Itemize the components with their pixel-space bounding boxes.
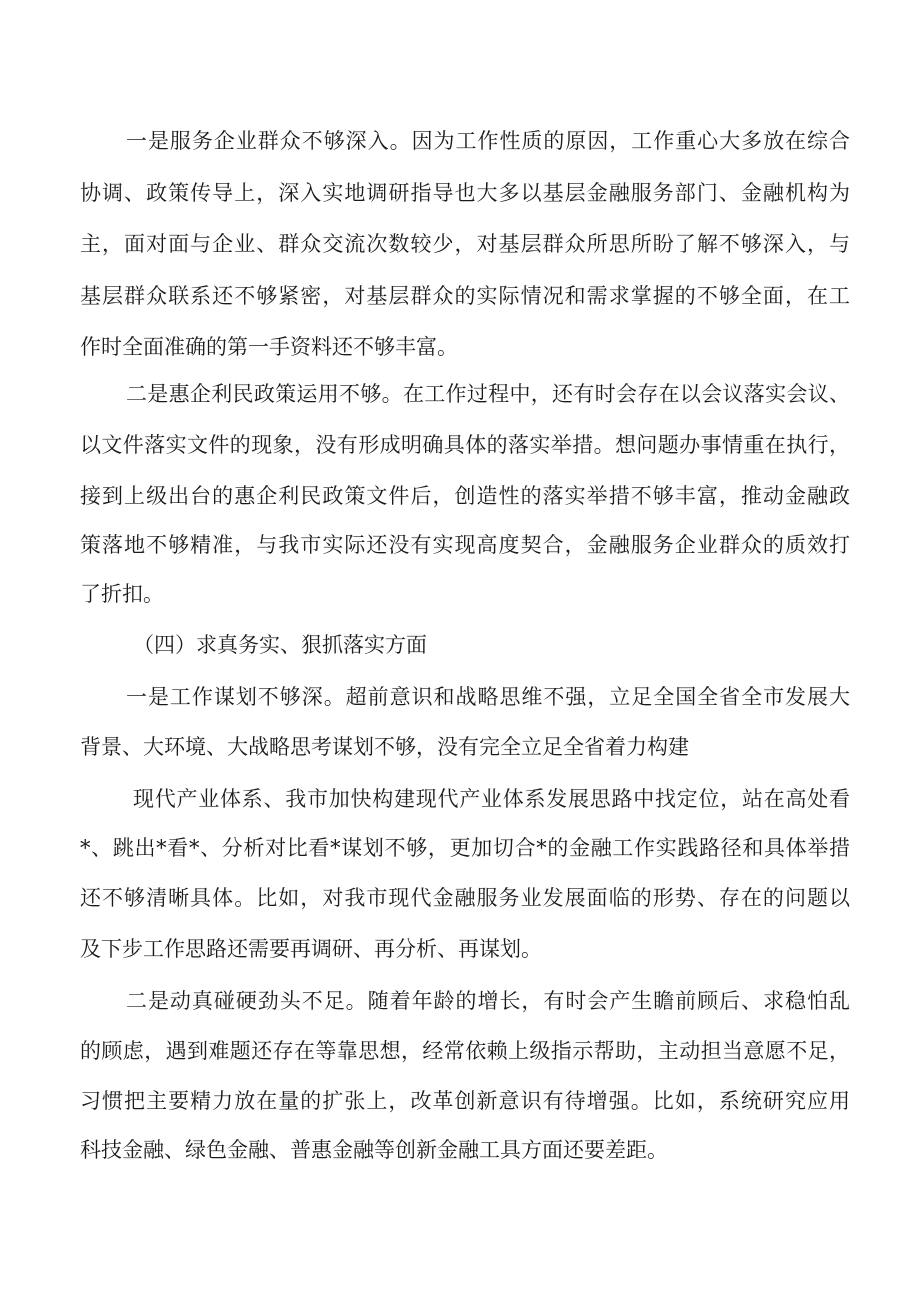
- paragraph-4-line-2: *、跳出*看*、分析对比看*谋划不够，更加切合*的金融工作实践路径和具体举措: [80, 836, 850, 860]
- paragraph-5-line-3: 习惯把主要精力放在量的扩张上，改革创新意识有待增强。比如，系统研究应用: [80, 1089, 850, 1113]
- section-heading: （四）求真务实、狠抓落实方面: [133, 633, 427, 657]
- paragraph-2-line-3: 接到上级出台的惠企利民政策文件后，创造性的落实举措不够丰富，推动金融政: [80, 484, 850, 508]
- paragraph-4-line-4: 及下步工作思路还需要再调研、再分析、再谋划。: [80, 937, 542, 961]
- paragraph-5-line-4: 科技金融、绿色金融、普惠金融等创新金融工具方面还要差距。: [80, 1138, 668, 1162]
- paragraph-1-line-5: 作时全面准确的第一手资料还不够丰富。: [80, 335, 458, 359]
- paragraph-2-line-5: 了折扣。: [80, 582, 164, 606]
- paragraph-2-line-4: 策落地不够精准，与我市实际还没有实现高度契合，金融服务企业群众的质效打: [80, 533, 850, 557]
- paragraph-2-line-2: 以文件落实文件的现象，没有形成明确具体的落实举措。想问题办事情重在执行，: [80, 433, 850, 457]
- paragraph-3-line-2: 背景、大环境、大战略思考谋划不够，没有完全立足全省着力构建: [80, 735, 689, 759]
- paragraph-1-line-4: 基层群众联系还不够紧密，对基层群众的实际情况和需求掌握的不够全面，在工: [80, 284, 850, 308]
- paragraph-5-line-1: 二是动真碰硬劲头不足。随着年龄的增长，有时会产生瞻前顾后、求稳怕乱: [126, 989, 850, 1013]
- paragraph-4-line-3: 还不够清晰具体。比如，对我市现代金融服务业发展面临的形势、存在的问题以: [80, 886, 850, 910]
- paragraph-5-line-2: 的顾虑，遇到难题还存在等靠思想，经常依赖上级指示帮助，主动担当意愿不足，: [80, 1039, 850, 1063]
- paragraph-1-line-2: 协调、政策传导上，深入实地调研指导也大多以基层金融服务部门、金融机构为: [80, 181, 850, 205]
- paragraph-1-line-1: 一是服务企业群众不够深入。因为工作性质的原因，工作重心大多放在综合: [126, 129, 850, 153]
- paragraph-3-line-1: 一是工作谋划不够深。超前意识和战略思维不强，立足全国全省全市发展大: [126, 685, 850, 709]
- paragraph-2-line-1: 二是惠企利民政策运用不够。在工作过程中，还有时会存在以会议落实会议、: [126, 382, 850, 406]
- paragraph-1-line-3: 主，面对面与企业、群众交流次数较少，对基层群众所思所盼了解不够深入，与: [80, 232, 850, 256]
- paragraph-4-line-1: 现代产业体系、我市加快构建现代产业体系发展思路中找定位，站在高处看: [133, 787, 850, 811]
